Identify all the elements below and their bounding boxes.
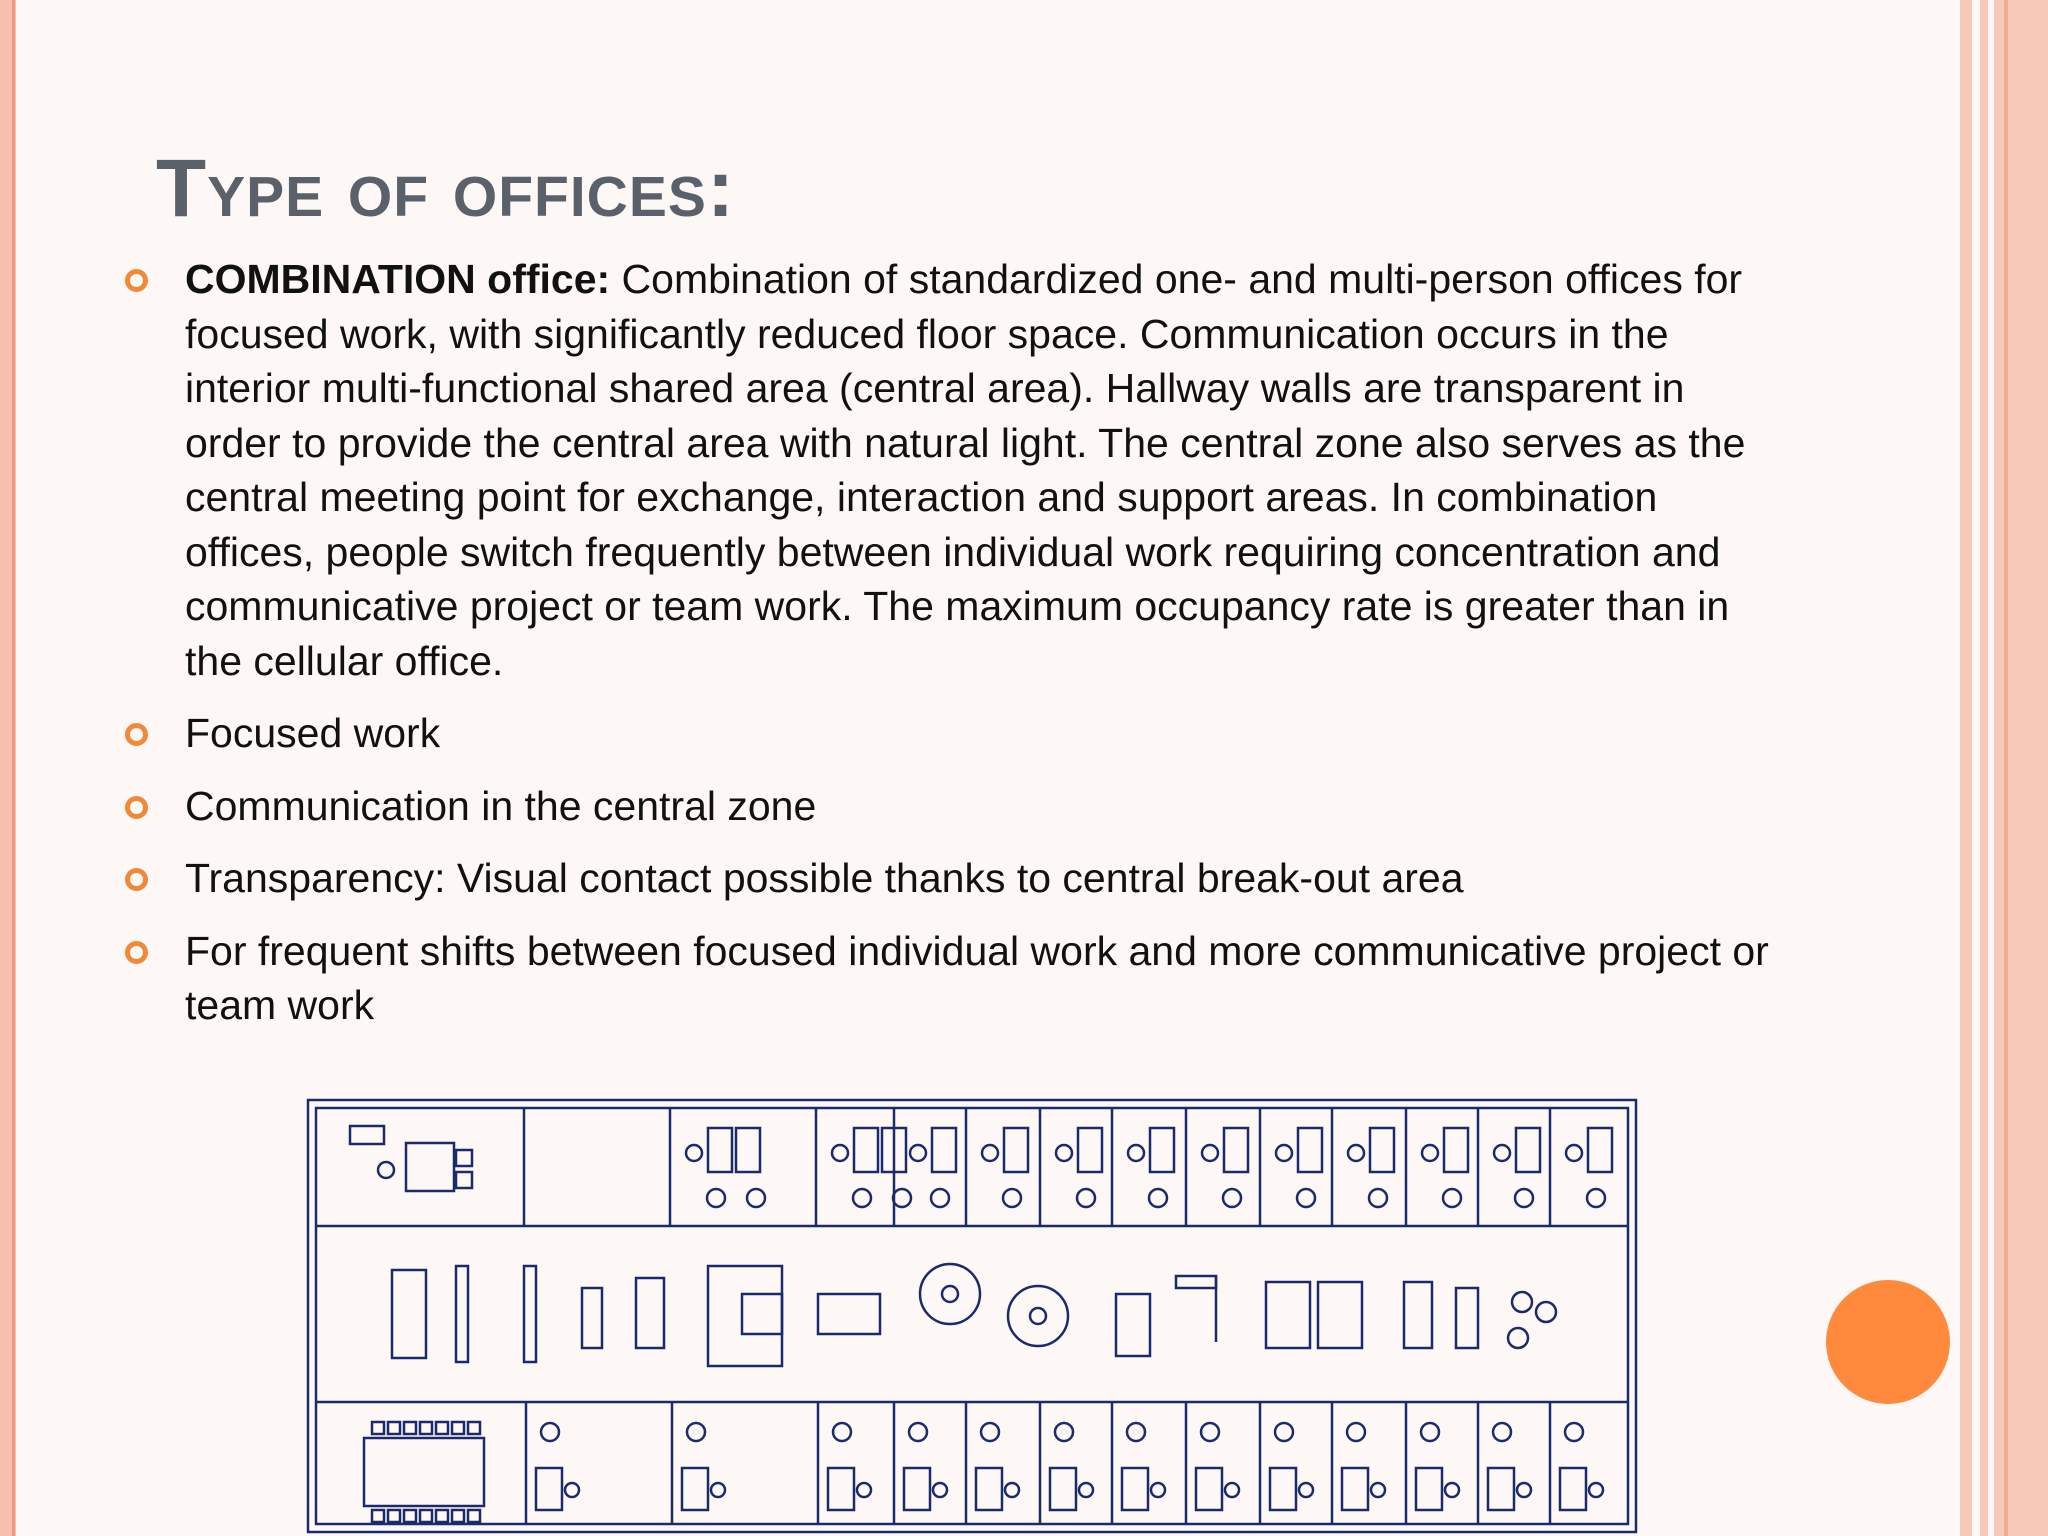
- bullet-item: [120, 706, 1780, 761]
- bullet-list: [120, 252, 1780, 1033]
- bullet-text: Communication in the central zone: [185, 782, 817, 829]
- bullet-ring-icon: [125, 796, 148, 819]
- bullet-text: Focused work: [185, 710, 441, 756]
- bullet-ring-icon: [125, 868, 148, 891]
- left-decorative-border: [0, 0, 16, 1536]
- office-floor-plan-icon: [306, 1098, 1638, 1534]
- bullet-item: [120, 779, 1780, 834]
- bullet-lead: COMBINATION office:: [185, 256, 611, 302]
- bullet-ring-icon: [125, 941, 148, 964]
- bullet-item: [120, 252, 1780, 688]
- bullet-ring-icon: [125, 269, 148, 292]
- bullet-text: For frequent shifts between focused individual work and more communicative project or team work: [185, 927, 1769, 1028]
- right-decorative-border: [1960, 0, 2048, 1536]
- slide-title: Type of offices:: [156, 143, 736, 234]
- orange-circle-decoration: [1826, 1280, 1950, 1404]
- bullet-text: Combination of standardized one- and multi-person offices for focused work, with significantly reduced floor space. Communication occurs in the interior multi-functional shared area (central area). Hallway walls are transparent in order to provide the central area with natural light. The central zone also serves as the central meeting point for exchange, interaction and support areas. In combination offices, people switch frequently between individual work requiring concentration and communicative project or team work. The maximum occupancy rate is greater than in the cellular office.: [185, 256, 1746, 684]
- bullet-item: [120, 924, 1780, 1033]
- bullet-text: Transparency: Visual contact possible thanks to central break-out area: [185, 855, 1464, 901]
- bullet-item: [120, 851, 1780, 906]
- bullet-ring-icon: [125, 723, 148, 746]
